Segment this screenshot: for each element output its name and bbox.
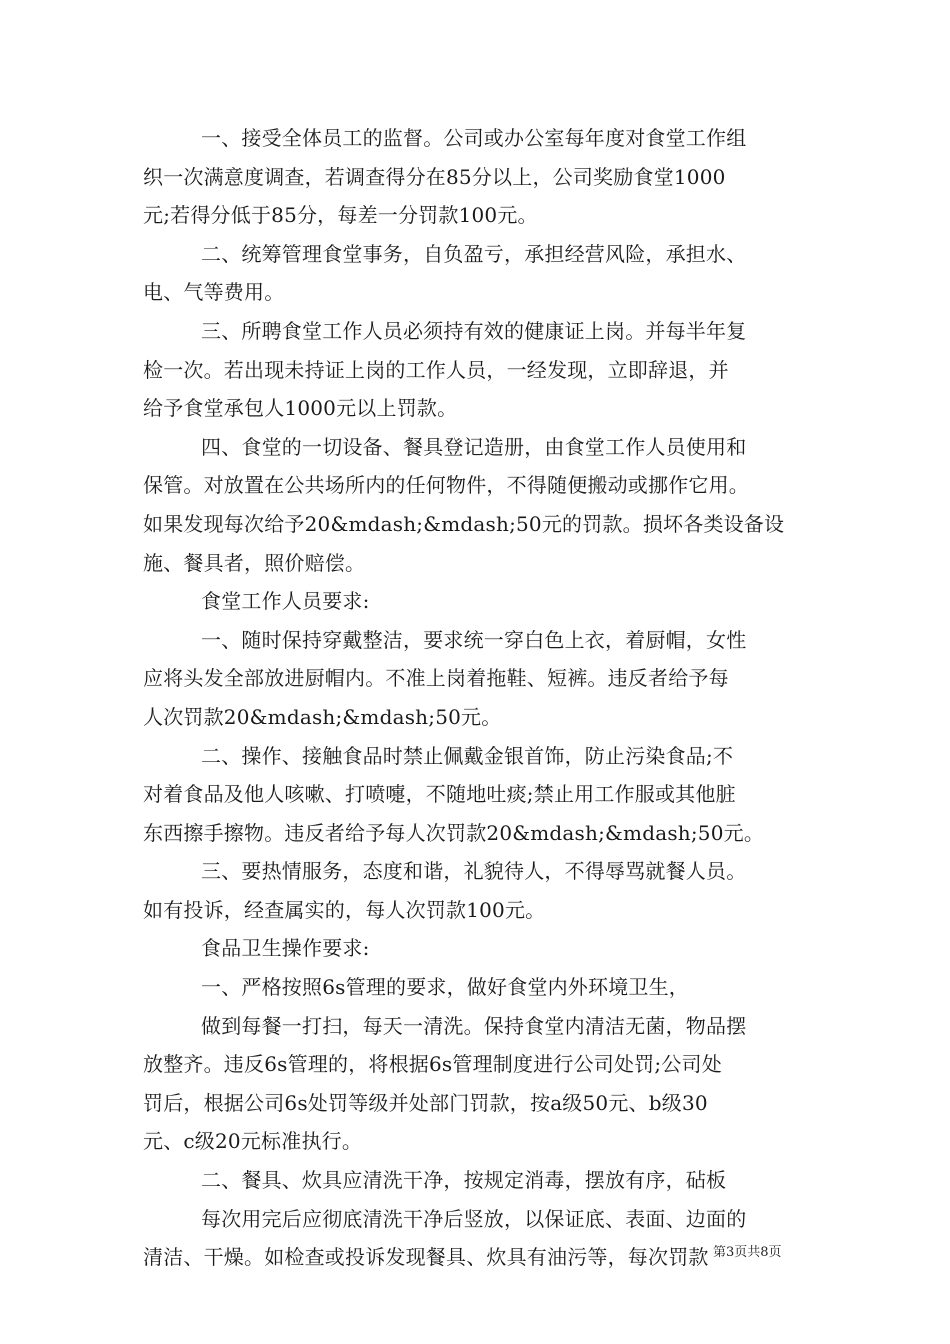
text-line: 二、餐具、炊具应清洗干净，按规定消毒，摆放有序，砧板: [201, 1168, 727, 1193]
text-line: 东西擦手擦物。违反者给予每人次罚款20&mdash;&mdash;50元。: [143, 820, 765, 845]
text-line: 保管。对放置在公共场所内的任何物件，不得随便搬动或挪作它用。: [143, 473, 749, 498]
text-line: 罚后，根据公司6s处罚等级并处部门罚款，按a级50元、b级30: [143, 1090, 708, 1115]
text-line: 人次罚款20&mdash;&mdash;50元。: [143, 704, 502, 729]
text-line: 三、要热情服务，态度和谐，礼貌待人，不得辱骂就餐人员。: [201, 859, 747, 884]
text-line: 做到每餐一打扫，每天一清洗。保持食堂内清洁无菌，物品摆: [201, 1013, 747, 1038]
text-line: 一、接受全体员工的监督。公司或办公室每年度对食堂工作组: [201, 126, 747, 150]
text-line: 一、严格按照6s管理的要求，做好食堂内外环境卫生，: [201, 975, 689, 1000]
text-line: 二、统筹管理食堂事务，自负盈亏，承担经营风险，承担水、: [201, 241, 747, 266]
text-line: 如有投诉，经查属实的，每人次罚款100元。: [143, 897, 546, 922]
text-line: 给予食堂承包人1000元以上罚款。: [143, 396, 458, 421]
text-line: 食堂工作人员要求:: [201, 589, 370, 614]
text-line: 三、所聘食堂工作人员必须持有效的健康证上岗。并每半年复: [201, 318, 747, 343]
text-line: 施、餐具者，照价赔偿。: [143, 550, 366, 575]
text-line: 元、c级20元标准执行。: [143, 1129, 363, 1154]
text-line: 电、气等费用。: [143, 280, 285, 305]
document-body: [143, 119, 807, 1277]
text-line: 对着食品及他人咳嗽、打喷嚏，不随地吐痰;禁止用工作服或其他脏: [143, 782, 736, 807]
text-line: 检一次。若出现未持证上岗的工作人员，一经发现，立即辞退，并: [143, 357, 729, 382]
text-line: 织一次满意度调查，若调查得分在85分以上，公司奖励食堂1000: [143, 164, 726, 189]
text-line: 每次用完后应彻底清洗干净后竖放，以保证底、表面、边面的: [201, 1206, 747, 1231]
text-line: 元;若得分低于85分，每差一分罚款100元。: [143, 203, 538, 228]
text-line: 食品卫生操作要求:: [201, 936, 370, 961]
page-number: 第3页共8页: [713, 1245, 782, 1260]
text-line: 如果发现每次给予20&mdash;&mdash;50元的罚款。损坏各类设备设: [143, 511, 785, 536]
text-line: 四、食堂的一切设备、餐具登记造册，由食堂工作人员使用和: [201, 434, 747, 459]
text-line: 一、随时保持穿戴整洁，要求统一穿白色上衣，着厨帽，女性: [201, 627, 747, 652]
text-line: 应将头发全部放进厨帽内。不准上岗着拖鞋、短裤。违反者给予每: [143, 666, 729, 691]
text-line: 清洁、干燥。如检查或投诉发现餐具、炊具有油污等，每次罚款: [143, 1245, 709, 1270]
text-line: 放整齐。违反6s管理的，将根据6s管理制度进行公司处罚;公司处: [143, 1052, 722, 1077]
text-line: 二、操作、接触食品时禁止佩戴金银首饰，防止污染食品;不: [201, 743, 734, 768]
